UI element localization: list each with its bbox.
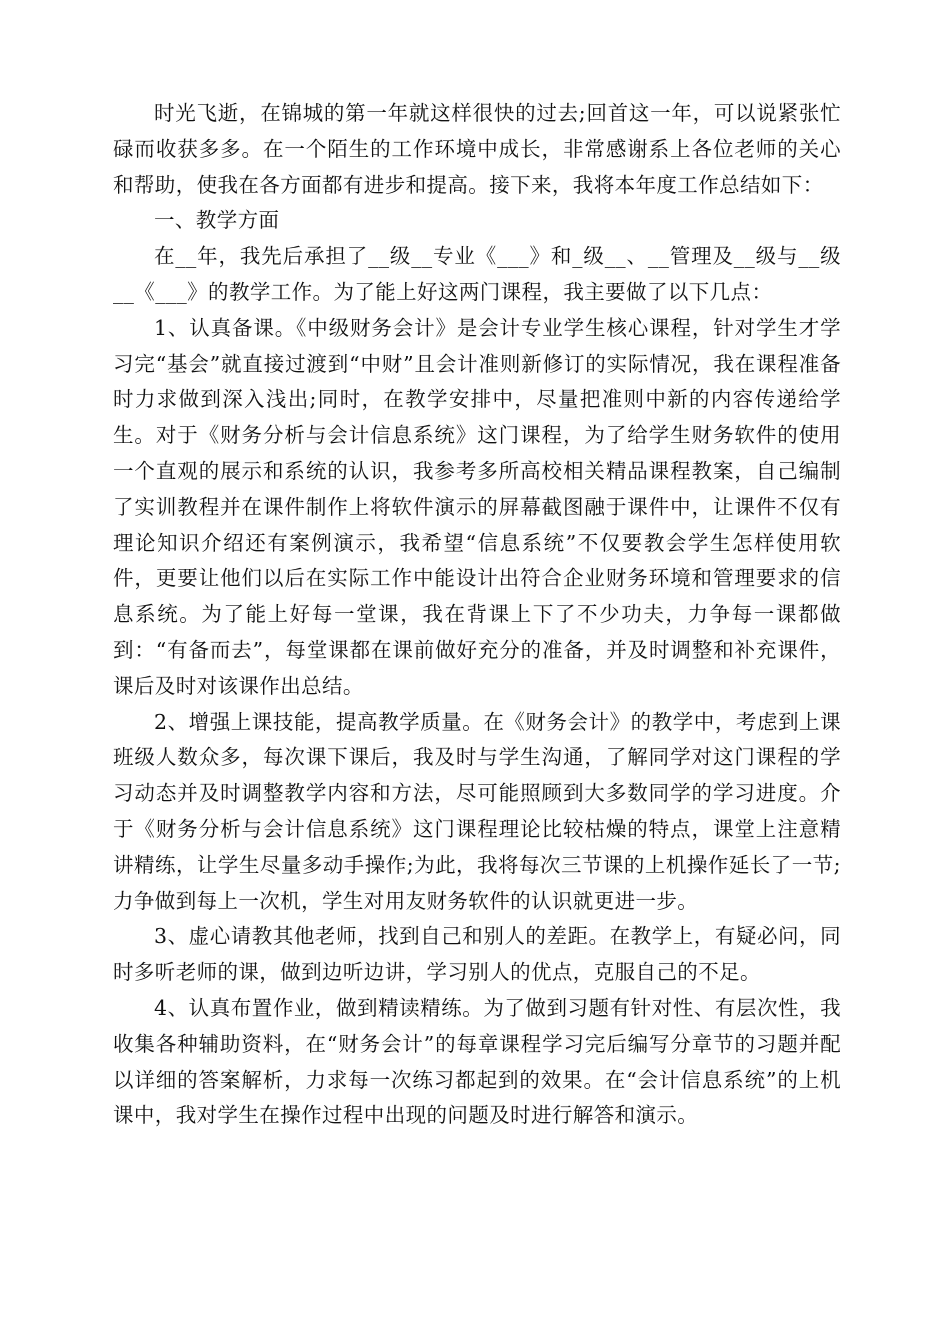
courses-paragraph: 在__年，我先后承担了__级__专业《___》和_级__、__管理及__级与__级__《___》的教学工作。为了能上好这两门课程，我主要做了以下几点： bbox=[113, 244, 841, 304]
point-2-paragraph: 2、增强上课技能，提高教学质量。在《财务会计》的教学中，考虑到上课班级人数众多，每次课下课后，我及时与学生沟通，了解同学对这门课程的学习动态并及时调整教学内容和方法，尽可能照顾到大多数同学的学习进度。介于《财务分析与会计信息系统》这门课程理论比较枯燥的特点，课堂上注意精讲精练，让学生尽量多动手操作;为此，我将每次三节课的上机操作延长了一节;力争做到每上一次机，学生对用友财务软件的认识就更进一步。 bbox=[113, 709, 841, 913]
point-4-paragraph: 4、认真布置作业，做到精读精练。为了做到习题有针对性、有层次性，我收集各种辅助资料，在“财务会计”的每章课程学习完后编写分章节的习题并配以详细的答案解析，力求每一次练习都起到的效果。在“会计信息系统”的上机课中，我对学生在操作过程中出现的问题及时进行解答和演示。 bbox=[113, 995, 841, 1128]
document-body bbox=[113, 96, 841, 1134]
section-heading-teaching: 一、教学方面 bbox=[154, 208, 280, 233]
point-1-paragraph: 1、认真备课。《中级财务会计》是会计专业学生核心课程，针对学生才学习完“基会”就直接过渡到“中财”且会计准则新修订的实际情况，我在课程准备时力求做到深入浅出;同时，在教学安排中，尽量把准则中新的内容传递给学生。对于《财务分析与会计信息系统》这门课程，为了给学生财务软件的使用一个直观的展示和系统的认识，我参考多所高校相关精品课程教案，自己编制了实训教程并在课件制作上将软件演示的屏幕截图融于课件中，让课件不仅有理论知识介绍还有案例演示，我希望“信息系统”不仅要教会学生怎样使用软件，更要让他们以后在实际工作中能设计出符合企业财务环境和管理要求的信息系统。为了能上好每一堂课，我在背课上下了不少功夫，力争每一课都做到：“有备而去”，每堂课都在课前做好充分的准备，并及时调整和补充课件，课后及时对该课作出总结。 bbox=[113, 315, 841, 698]
intro-paragraph: 时光飞逝，在锦城的第一年就这样很快的过去;回首这一年，可以说紧张忙碌而收获多多。在一个陌生的工作环境中成长，非常感谢系上各位老师的关心和帮助，使我在各方面都有进步和提高。接下来，我将本年度工作总结如下： bbox=[113, 101, 841, 197]
point-3-paragraph: 3、虚心请教其他老师，找到自己和别人的差距。在教学上，有疑必问，同时多听老师的课，做到边听边讲，学习别人的优点，克服自己的不足。 bbox=[113, 924, 841, 985]
